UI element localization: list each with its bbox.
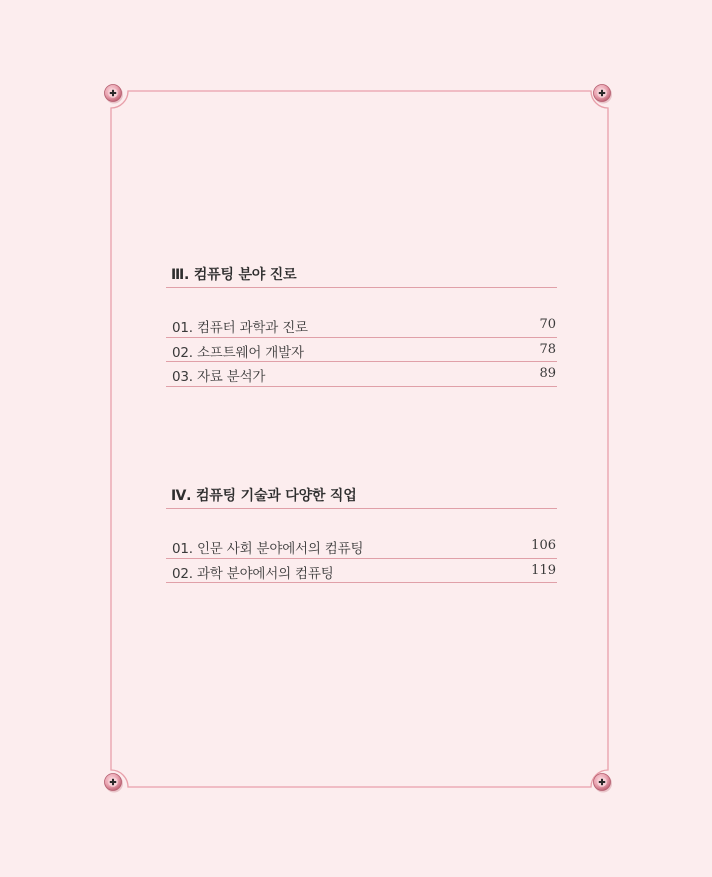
toc-entry-page: 89	[539, 366, 556, 381]
toc-entry-page: 78	[539, 341, 556, 357]
pin-icon	[594, 85, 613, 104]
toc-entry-label: 01. 인문 사회 분야에서의 컴퓨팅	[172, 541, 364, 557]
section-title: Ⅲ. 컴퓨팅 분야 진로	[166, 264, 557, 288]
pin-icon	[105, 774, 124, 793]
toc-entry-label: 03. 자료 분석가	[172, 369, 266, 385]
section-title: Ⅳ. 컴퓨팅 기술과 다양한 직업	[166, 485, 557, 509]
toc-entry-label: 02. 소프트웨어 개발자	[172, 344, 304, 361]
toc-section-4	[166, 485, 557, 583]
pin-icon	[105, 85, 124, 104]
toc-entry[interactable]	[166, 534, 557, 559]
toc-entry[interactable]	[166, 338, 557, 363]
toc-entry-label: 01. 컴퓨터 과학과 진로	[172, 320, 308, 336]
toc-section-3	[166, 264, 557, 387]
toc-entry-page: 119	[531, 562, 556, 578]
toc-entry-page: 106	[531, 538, 556, 553]
pin-icon	[594, 774, 613, 793]
toc-entry[interactable]	[166, 362, 557, 387]
toc-list	[166, 534, 557, 583]
toc-entry-label: 02. 과학 분야에서의 컴퓨팅	[172, 565, 334, 582]
toc-entry-page: 70	[539, 317, 556, 332]
frame-border	[111, 91, 608, 787]
toc-entry[interactable]	[166, 559, 557, 584]
toc-list	[166, 313, 557, 387]
toc-entry[interactable]	[166, 313, 557, 338]
